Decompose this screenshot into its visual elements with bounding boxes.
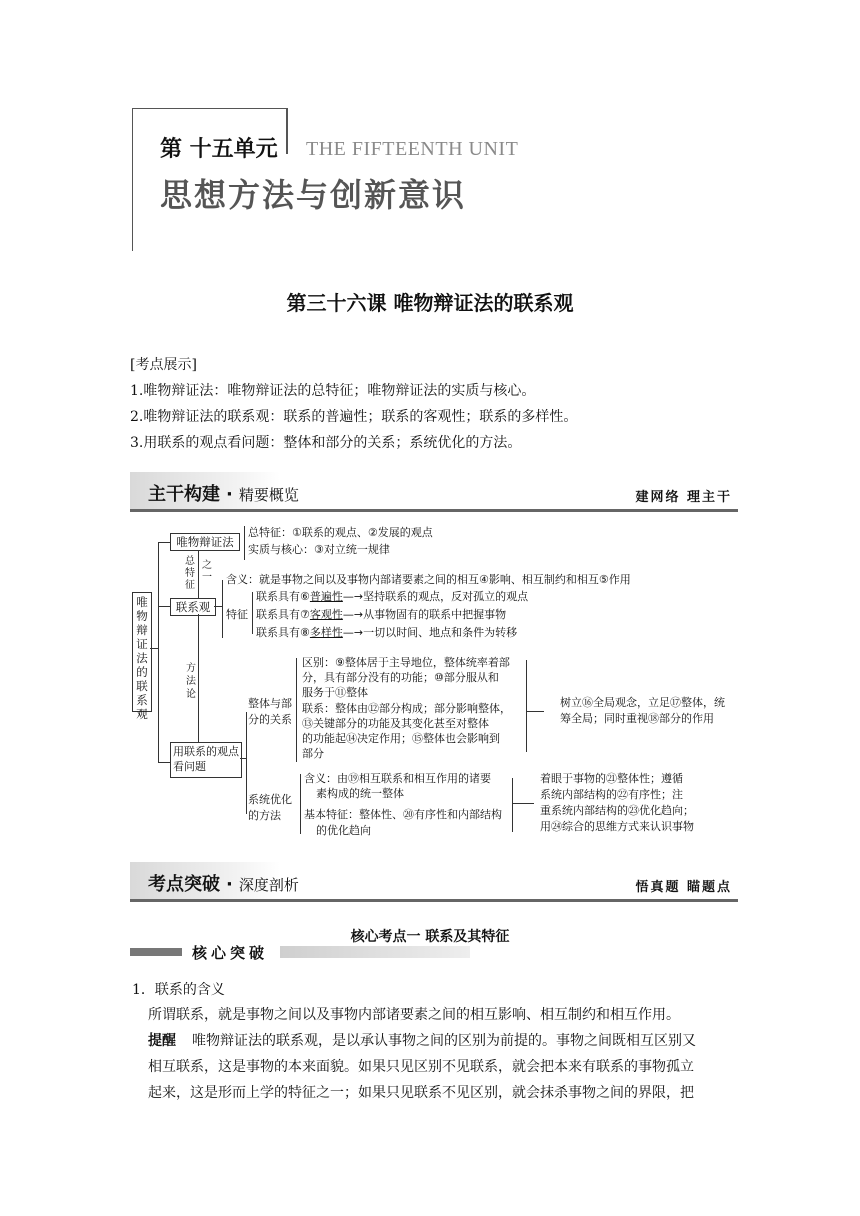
tezheng-line	[256, 608, 506, 622]
bracket	[222, 580, 223, 638]
zhengti-line: 区别：⑨整体居于主导地位，整体统率着部	[302, 656, 510, 669]
bracket	[526, 660, 527, 752]
section-title-main: 主干构建	[148, 484, 220, 505]
arrow-line	[526, 711, 544, 712]
label-fangfalun: 方法论	[186, 663, 196, 700]
node-yong: 用联系的观点看问题	[170, 742, 242, 778]
mindmap	[130, 516, 738, 846]
zhengti-label: 整体与部分的关系	[248, 697, 292, 726]
body-heading: 1．联系的含义	[132, 982, 225, 998]
tip-line: 唯物辩证法的联系观，是以承认事物之间的区别为前提的。事物之间既相互区别又	[192, 1033, 696, 1049]
wbzf-line: 总特征：①联系的观点、②发展的观点	[248, 526, 433, 539]
zhengti-line: 服务于⑪整体	[302, 686, 368, 699]
section-title	[148, 870, 299, 896]
lxg-hanyi: 含义：就是事物之间以及事物内部诸要素之间的相互④影响、相互制约和相互⑤作用	[226, 573, 631, 586]
connector	[158, 542, 170, 543]
xitong-line: 含义：由⑲相互联系和相互作用的诸要	[304, 772, 491, 785]
unit-english-title: THE FIFTEENTH UNIT	[306, 138, 519, 160]
kaodian-item: 2.唯物辩证法的联系观：联系的普遍性；联系的客观性；联系的多样性。	[130, 409, 578, 425]
section-bar-kaodian	[130, 862, 738, 902]
zhengti-result: 筹全局；同时重视⑱部分的作用	[560, 712, 714, 725]
lesson-title: 第三十六课 唯物辩证法的联系观	[286, 291, 574, 315]
hexin-bar-dark	[130, 948, 182, 956]
kaodian-item: 3.用联系的观点看问题：整体和部分的关系；系统优化的方法。	[130, 435, 522, 451]
zhengti-line: ⑬关键部分的功能及其变化甚至对整体	[302, 717, 489, 730]
connector	[158, 606, 170, 607]
tz-post: —→从事物固有的联系中把握事物	[342, 608, 507, 621]
hexin-bar	[130, 942, 470, 960]
section-right-label: 建网络 理主干	[635, 490, 732, 505]
kaodian-heading: [考点展示]	[130, 357, 197, 373]
xitong-result: 着眼于事物的㉑整体性；遵循	[540, 772, 683, 785]
unit-frame-divider	[286, 108, 288, 154]
arrow-line	[198, 550, 199, 598]
mindmap-root: 唯物辩证法的联系观	[132, 592, 152, 712]
section-subtitle: 精要概览	[238, 486, 299, 504]
xitong-line: 基本特征：整体性、⑳有序性和内部结构	[304, 808, 502, 821]
tz-pre: 联系具有⑥	[256, 590, 310, 603]
section-right-label: 悟真题 瞄题点	[635, 880, 732, 895]
bracket	[252, 592, 253, 634]
bracket	[512, 778, 513, 832]
connector	[158, 762, 170, 763]
section-subtitle: 深度剖析	[238, 876, 299, 894]
node-lxg: 联系观	[170, 598, 216, 616]
tip-line: 相互联系，这是事物的本来面貌。如果只见区别不见联系，就会把本来有联系的事物孤立	[148, 1059, 694, 1075]
section-dot: ·	[226, 874, 233, 895]
section-dot: ·	[226, 484, 233, 505]
arrow-line	[198, 614, 199, 742]
section-bar-line	[130, 509, 738, 512]
wbzf-line: 实质与核心：③对立统一规律	[248, 543, 390, 556]
xitong-label: 系统优化的方法	[248, 793, 292, 822]
tz-key: 客观性	[309, 608, 343, 621]
zhengti-line: 分，具有部分没有的功能；⑩部分服从和	[302, 671, 499, 684]
zhengti-line: 部分	[302, 747, 324, 760]
xitong-line: 的优化趋向	[316, 824, 371, 837]
zhengti-line: 的功能起⑭决定作用；⑮整体也会影响到	[302, 732, 500, 745]
bracket	[246, 712, 247, 814]
xitong-result: 系统内部结构的㉒有序性；注	[540, 788, 683, 801]
zhengti-result: 树立⑯全局观念，立足⑰整体，统	[560, 696, 725, 709]
label-zongtezheng: 总特征	[185, 556, 195, 591]
label-zhiyi: 之一	[202, 560, 212, 583]
tz-post: —→坚持联系的观点，反对孤立的观点	[342, 590, 529, 603]
tz-key: 多样性	[309, 626, 343, 639]
connector	[214, 606, 222, 607]
section-title-main: 考点突破	[148, 874, 220, 895]
bracket	[300, 774, 301, 834]
xitong-line: 素构成的统一整体	[316, 787, 404, 800]
bracket	[296, 658, 297, 762]
zhengti-line: 联系：整体由⑫部分构成；部分影响整体，	[302, 702, 511, 715]
body-paragraph: 所谓联系，就是事物之间以及事物内部诸要素之间的相互影响、相互制约和相互作用。	[148, 1007, 680, 1023]
tz-post: —→一切以时间、地点和条件为转移	[342, 626, 518, 639]
connector	[158, 542, 159, 762]
unit-number: 第 十五单元	[160, 137, 278, 162]
connector	[150, 648, 158, 649]
bracket	[244, 526, 245, 560]
kaodian-item: 1.唯物辩证法：唯物辩证法的总特征；唯物辩证法的实质与核心。	[130, 383, 536, 399]
tezheng-line	[256, 590, 528, 604]
tezheng-line	[256, 626, 517, 640]
unit-title: 思想方法与创新意识	[160, 176, 467, 214]
core-point-title: 核心考点一 联系及其特征	[350, 929, 510, 945]
tip-line: 起来，这是形而上学的特征之一；如果只见联系不见区别，就会抹杀事物之间的界限，把	[148, 1085, 694, 1101]
tz-key: 普遍性	[309, 590, 343, 603]
hexin-label: 核心突破	[192, 944, 269, 962]
lxg-tezheng-label: 特征	[226, 608, 248, 621]
arrow-line	[512, 803, 534, 804]
xitong-result: 用㉔综合的思维方式来认识事物	[540, 820, 694, 833]
xitong-result: 重系统内部结构的㉓优化趋向；	[540, 804, 694, 817]
section-bar-zhugan	[130, 472, 738, 512]
section-bar-line	[130, 899, 738, 902]
tz-pre: 联系具有⑧	[256, 626, 310, 639]
tz-pre: 联系具有⑦	[256, 608, 310, 621]
section-title	[148, 480, 299, 506]
hexin-bar-light	[280, 946, 470, 958]
node-wbzf: 唯物辩证法	[170, 533, 240, 551]
tip-label: 提醒	[148, 1033, 176, 1049]
